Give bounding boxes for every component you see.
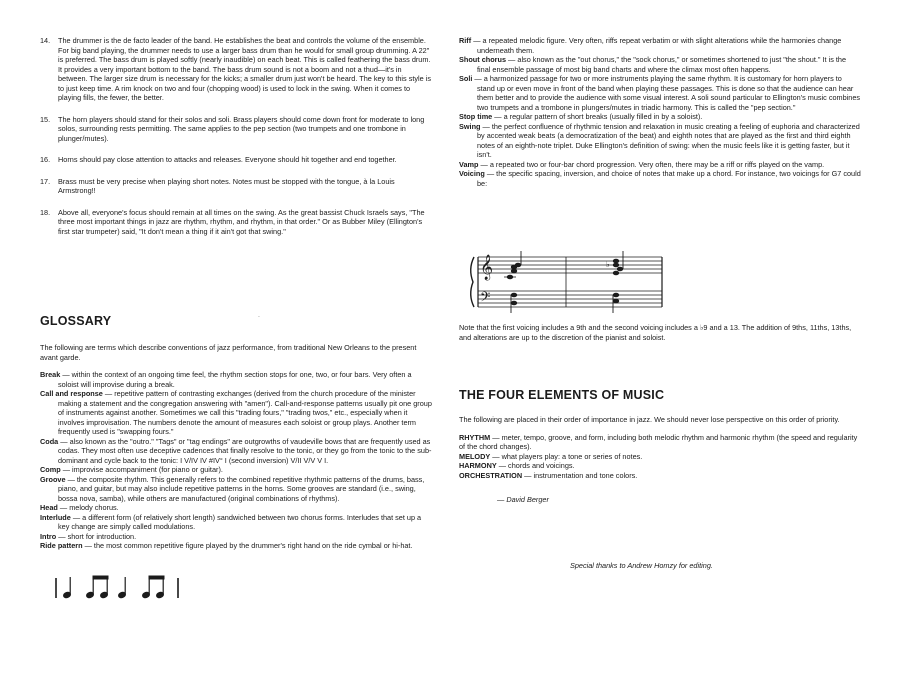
glossary-entry-shout-chorus [459,55,861,74]
item-text: Horns should pay close attention to attacks and releases. Everyone should hit together and end together. [58,155,397,164]
treble-clef: 𝄞 [480,255,494,280]
glossary-entry-head [40,503,432,513]
glossary-entry-swing [459,122,861,160]
entry-definition: — short for introduction. [56,531,137,541]
chord1-note-top [515,263,521,268]
list-item-16 [40,155,432,165]
element-term: RHYTHM [459,432,491,442]
element-rhythm [459,433,861,452]
glossary-intro: The following are terms which describe conventions of jazz performance, from traditional New Orleans to the present avant garde. [40,343,417,362]
entry-definition: — a harmonized passage for two or more instruments playing the same rhythm. It is customary for horn players to stand up or even move in front of the band when playing these passages. This is done so that the audience can hear them better and to provide the audience with some visual interest. A soli sound particular to Ellington's music combines two trumpets and a trombone in plungers/mutes in triadic harmony. This is called the "pep section." [472,74,861,112]
entry-definition: — the most common repetitive figure played by the drummer's right hand on the ride cymbal or hi-hat. [82,541,413,550]
voicing-note [459,323,861,342]
thanks-note: Special thanks to Andrew Homzy for editing. [570,561,713,571]
element-orchestration [459,471,861,481]
glossary-entry-soli [459,74,861,112]
chord2-note-top [613,259,619,264]
chord1-bass-note-1 [511,293,517,298]
ride-pattern-notation [54,573,234,601]
element-term: MELODY [459,451,491,461]
element-term: ORCHESTRATION [459,470,523,480]
entry-term: Comp [40,465,61,474]
chord1-bass-note-2 [511,301,517,306]
item-text: The drummer is the de facto leader of the band. He establishes the beat and controls the volume of the ensemble. For big band playing, the drummer needs to use a larger bass drum than he would for small group drumming. A 22" is preferred. The bass drum is played softly (nearly inaudible) on each beat. This is called feathering the bass drum. It provides a very important bottom to the band. The bass drum sound is not a boom and not a thud—it's in between. The larger size drum is necessary for the kicks; a smaller drum just won't be heard. The key to this style is to just keep time. A rim knock on two and four (chopping wood) is used to lock in the swing. When it comes to playing fills, the fewer, the better. [58,36,432,102]
item-text: The horn players should stand for their solos and soli. Brass players should come down front for moderate to long solos, surrounding rests permitting. The same applies to the pep section (two trumpets and one trombone in plunger/mutes). [58,114,425,143]
glossary-entry-intro [40,532,432,542]
chord2-note-4 [613,271,619,276]
entry-definition: — within the context of an ongoing time feel, the rhythm section stops for one, two, or four bars. Very often a soloist will improvise during a break. [58,370,412,389]
item-text: Above all, everyone's focus should remain at all times on the swing. As the great bassist Chuck Israels says, "The three most important things in jazz are rhythm, rhythm, and rhythm, in that order." Or as Bubber Miley (Ellington's first star trumpeter) said, "It don't mean a thing if it ain't got that swing." [58,207,425,236]
entry-term: Riff [459,36,472,45]
chord2-bass-note-1 [613,293,619,298]
item-number: 14. [40,36,51,45]
beam-1 [93,576,108,579]
entry-definition: — repetitive pattern of contrasting exchanges (derived from the church procedure of the minister making a statement and the congregation answering with "amen"). Call-and-response patterns usually pit one group of instruments against another. Sometimes we call this "trading fours," "trading twos," etc., especially when it involves improvisation. The numbers denote the amount of measures each soloist or group plays. Another term frequently used is "swapping fours." [58,389,432,436]
entry-term: Soli [459,74,473,83]
bass-clef: 𝄢 [480,289,491,308]
chord2-note-2 [613,263,619,268]
entry-definition: — a different form (of relatively short length) sandwiched between two chorus forms. Interludes that set up a key change are simply called modulations. [58,512,422,531]
glossary-entry-interlude [40,513,432,532]
entry-definition: — also known as the "outro." "Tags" or "tag endings" are outgrowths of vaudeville bows that are frequently used as codas. They most often use deceptive cadences that finally resolve to the tonic, or they go from the tonic to the sub-dominant and cycle back to the tonic: I V/IV IV #IV° I (second inversion) V/II V/V V I. [58,436,432,465]
beam-2 [149,576,164,579]
list-item-15 [40,115,432,144]
entry-definition: — the perfect confluence of rhythmic tension and relaxation in music creating a feeling of euphoria and characterized by accented weak beats (a democratization of the beat) and eighth notes that are played as the first and third eighth notes of an eighth-note triplet. Duke Ellington's definition of swing: when the music feels like it is getting faster, but it isn't. [477,121,860,159]
entry-definition: — improvise accompaniment (for piano or guitar). [60,465,223,474]
element-harmony [459,461,861,471]
entry-definition: — the specific spacing, inversion, and choice of notes that make up a chord. For instance, two voicings for G7 could be: [477,169,861,188]
glossary-title: GLOSSARY [40,314,112,328]
glossary-section [40,313,432,606]
list-item-18 [40,208,432,237]
entry-definition: — a repeated two or four-bar chord progression. Very often, there may be a riff or riffs played on the vamp. [478,159,825,169]
flat-accidental: ♭ [606,260,610,269]
four-elements-section [459,387,861,504]
item-text: Brass must be very precise when playing short notes. Notes must be stopped with the tongue, à la Louis Armstrong!! [58,176,395,195]
item-number: 17. [40,176,51,186]
glossary-entry-ride-pattern [40,541,432,551]
element-definition: — meter, tempo, groove, and form, including both melodic rhythm and harmonic rhythm (the speed and regularity of the chord changes). [459,432,858,451]
glossary-continued [459,36,861,188]
entry-term: Intro [40,531,57,541]
chord1-note-mid [511,269,517,274]
glossary-entry-vamp [459,160,861,170]
list-item-17 [40,177,432,196]
numbered-list [40,36,432,248]
glossary-entry-riff [459,36,861,55]
glossary-entry-voicing [459,169,861,188]
element-definition: — instrumentation and tone colors. [522,470,638,480]
g7-voicings-notation [466,251,666,315]
entry-definition: — also known as the "out chorus," the "sock chorus," or sometimes shortened to just "the shout." It is the final ensemble passage of most big band charts and where the climax most often happens. [477,55,847,74]
element-definition: — chords and voicings. [496,461,575,470]
entry-definition: — a regular pattern of short breaks (usually filled in by a soloist). [492,112,703,121]
item-number: 15. [40,114,51,124]
entry-term: Ride pattern [40,541,83,550]
glossary-entry-call-and-response [40,389,432,437]
element-term: HARMONY [459,461,497,470]
glossary-entry-groove [40,475,432,504]
entry-definition: — a repeated melodic figure. Very often, riffs repeat verbatim or with slight alterations while the harmonies change underneath them. [471,36,842,55]
entry-definition: — the composite rhythm. This generally refers to the combined repetitive rhythmic patterns of the drums, bass, piano, and guitar, but may also include repetitive patterns in the horns. Some grooves are standard (i.e., swing, bossa nova, samba), while others are manufactured (original combinations of rhythms). [58,474,425,503]
item-number: 18. [40,207,51,217]
brace [471,257,474,307]
entry-term: Call and response [40,389,103,398]
entry-term: Stop time [459,112,493,121]
entry-term: Vamp [459,159,479,169]
voicing-note-text: Note that the first voicing includes a 9th and the second voicing includes a ♭9 and a 13. The addition of 9ths, 11ths, 13ths, and alterations are up to the discretion of the pianist and soloist. [459,323,852,342]
entry-term: Head [40,503,58,512]
entry-term: Break [40,370,61,379]
entry-term: Voicing [459,169,485,178]
element-definition: — what players play: a tone or series of notes. [490,451,643,461]
list-item-14 [40,36,432,103]
four-elements-intro: The following are placed in their order of importance in jazz. We should never lose perspective on this order of priority. [459,415,840,424]
entry-term: Shout chorus [459,55,507,64]
chord2-bass-note-2 [613,299,619,304]
glossary-entry-coda [40,437,432,466]
glossary-entry-comp [40,465,432,475]
author-signature: — David Berger [497,495,549,504]
four-elements-title: THE FOUR ELEMENTS OF MUSIC [459,388,665,402]
entry-term: Interlude [40,512,71,522]
glossary-entry-stop-time [459,112,861,122]
entry-definition: — melody chorus. [57,503,119,512]
glossary-entry-break [40,370,432,389]
entry-term: Swing [459,121,481,131]
stray-mark: ˋ [258,317,260,323]
chord2-note-3 [617,267,623,272]
element-melody [459,452,861,462]
entry-term: Coda [40,436,59,446]
entry-term: Groove [40,474,66,484]
item-number: 16. [40,155,51,164]
